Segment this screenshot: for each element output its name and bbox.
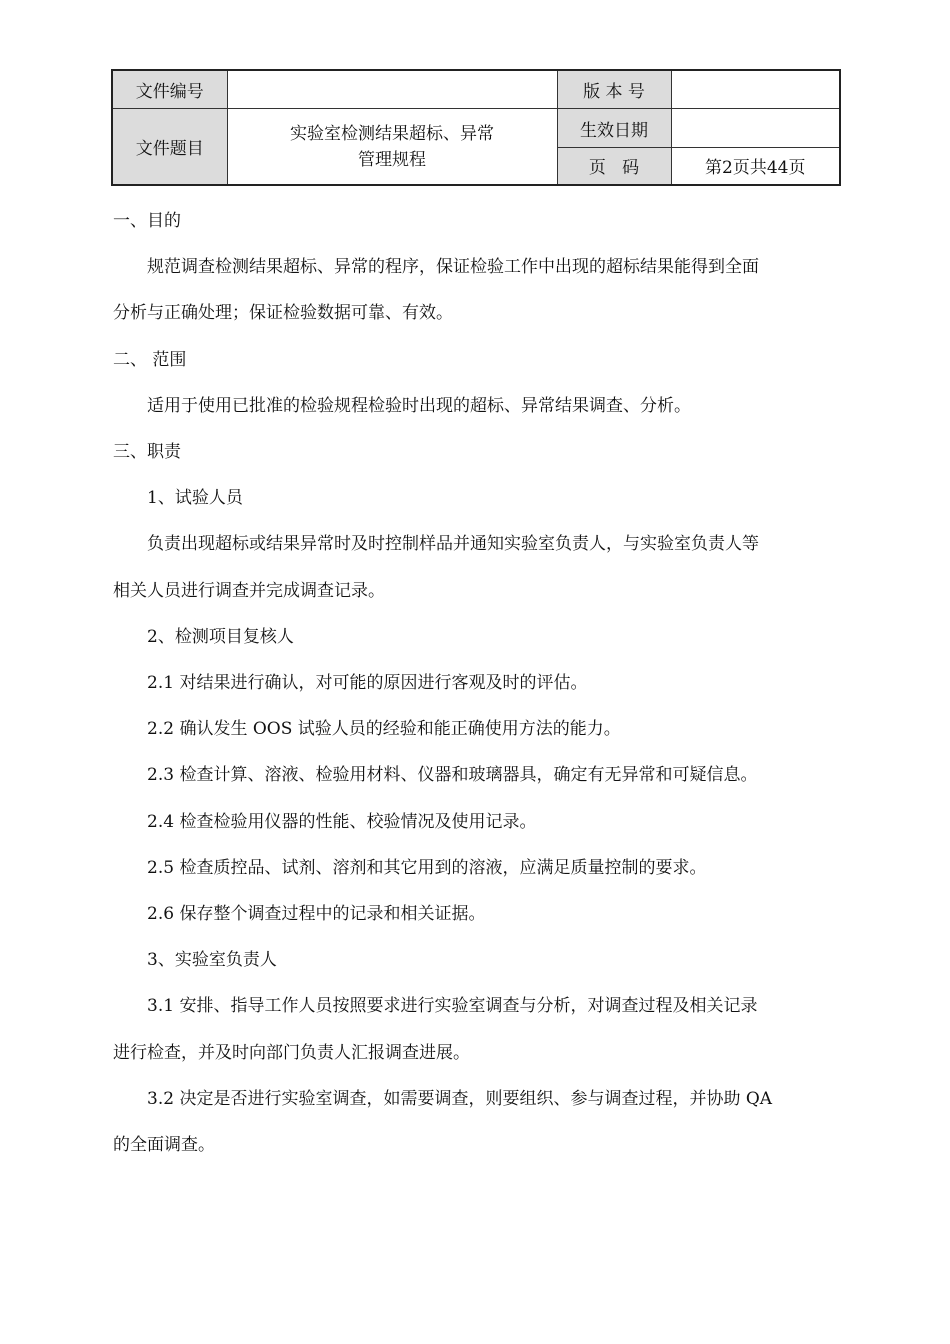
lab-head-item-3-1-line1: 3.1 安排、指导工作人员按照要求进行实验室调查与分析，对调查过程及相关记录 <box>147 996 758 1017</box>
lab-head-item-3-2-line2: 的全面调查。 <box>113 1135 215 1156</box>
reviewer-item-2-5: 2.5 检查质控品、试剂、溶剂和其它用到的溶液，应满足质量控制的要求。 <box>147 857 707 878</box>
effective-date-label: 生效日期 <box>557 109 671 148</box>
version-label: 版 本 号 <box>557 70 671 109</box>
document-header-table <box>111 69 841 186</box>
page-label: 页 码 <box>557 147 671 185</box>
tester-paragraph-line1: 负责出现超标或结果异常时及时控制样品并通知实验室负责人，与实验室负责人等 <box>147 534 759 555</box>
page-number-value: 第2页共44页 <box>671 147 840 185</box>
reviewer-item-2-4: 2.4 检查检验用仪器的性能、校验情况及使用记录。 <box>147 811 537 832</box>
reviewer-item-2-6: 2.6 保存整个调查过程中的记录和相关证据。 <box>147 904 486 925</box>
doc-title-label: 文件题目 <box>112 109 227 185</box>
reviewer-item-2-1: 2.1 对结果进行确认，对可能的原因进行客观及时的评估。 <box>147 673 588 694</box>
section-heading-scope: 二、 范围 <box>113 349 187 370</box>
purpose-paragraph-line1: 规范调查检测结果超标、异常的程序，保证检验工作中出现的超标结果能得到全面 <box>147 257 759 278</box>
doc-number-label: 文件编号 <box>112 70 227 109</box>
scope-paragraph: 适用于使用已批准的检验规程检验时出现的超标、异常结果调查、分析。 <box>147 395 691 416</box>
doc-title-value <box>227 109 557 185</box>
section-heading-responsibilities: 三、职责 <box>113 442 181 463</box>
document-body <box>113 198 843 1168</box>
subheading-reviewer: 2、检测项目复核人 <box>147 626 294 647</box>
lab-head-item-3-2-line1: 3.2 决定是否进行实验室调查，如需要调查，则要组织、参与调查过程，并协助 QA <box>147 1088 773 1109</box>
section-heading-purpose: 一、目的 <box>113 211 181 231</box>
effective-date-value <box>671 109 840 148</box>
doc-number-value <box>227 70 557 109</box>
reviewer-item-2-2: 2.2 确认发生 OOS 试验人员的经验和能正确使用方法的能力。 <box>147 719 621 740</box>
purpose-paragraph-line2: 分析与正确处理；保证检验数据可靠、有效。 <box>113 303 453 324</box>
tester-paragraph-line2: 相关人员进行调查并完成调查记录。 <box>113 580 385 601</box>
doc-title-line2: 管理规程 <box>358 149 426 170</box>
lab-head-item-3-1-line2: 进行检查，并及时向部门负责人汇报调查进展。 <box>113 1042 470 1063</box>
doc-title-line1: 实验室检测结果超标、异常 <box>290 123 494 144</box>
subheading-lab-head: 3、实验室负责人 <box>147 950 277 971</box>
reviewer-item-2-3: 2.3 检查计算、溶液、检验用材料、仪器和玻璃器具，确定有无异常和可疑信息。 <box>147 765 758 786</box>
subheading-tester: 1、试验人员 <box>147 488 243 509</box>
version-value <box>671 70 840 109</box>
